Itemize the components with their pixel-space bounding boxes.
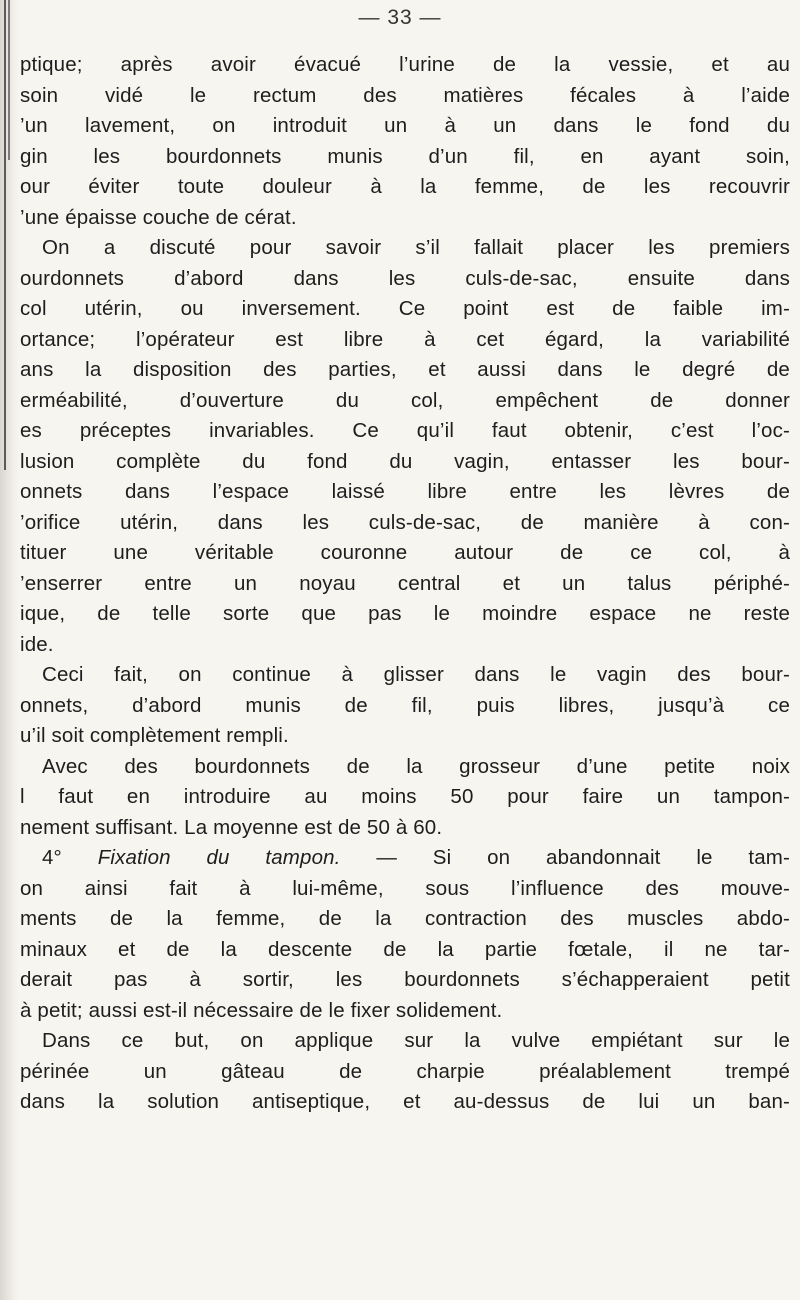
text-line: nement suffisant. La moyenne est de 50 à 60. <box>20 815 443 839</box>
text-line: ments de la femme, de la contraction des muscles abdo- <box>20 907 790 930</box>
text-line: soin vidé le rectum des matières fécales à l’aide <box>20 83 790 107</box>
section-heading-rest: — Si on abandonnait le tam- <box>340 846 790 869</box>
paragraph <box>20 660 790 752</box>
text-line: onnets, d’abord munis de fil, puis libres, jusqu’à ce <box>20 693 790 717</box>
text-line: minaux et de la descente de la partie fœtale, il ne tar- <box>20 937 790 961</box>
text-line: ptique; après avoir évacué l’urine de la vessie, et au <box>20 53 790 76</box>
paragraph <box>20 50 790 233</box>
paragraph <box>20 1026 790 1118</box>
text-line: ’un lavement, on introduit un à un dans le fond du <box>20 114 790 137</box>
section-number: 4° <box>42 846 62 869</box>
paragraph <box>20 752 790 844</box>
text-line: lusion complète du fond du vagin, entasser les bour- <box>20 449 790 473</box>
binding-edge <box>0 0 18 1300</box>
paragraph <box>20 233 790 660</box>
text-line: ’orifice utérin, dans les culs-de-sac, de manière à con- <box>20 510 790 534</box>
text-line: ’enserrer entre un noyau central et un talus périphé- <box>20 571 790 595</box>
text-line: on ainsi fait à lui-même, sous l’influence des mouve- <box>20 876 790 900</box>
text-line: à petit; aussi est-il nécessaire de le fixer solidement. <box>20 998 503 1022</box>
text-line: col utérin, ou inversement. Ce point est de faible im- <box>20 297 790 320</box>
text-line: gin les bourdonnets munis d’un fil, en ayant soin, <box>20 144 790 168</box>
text-line: tituer une véritable couronne autour de ce col, à <box>20 541 790 564</box>
section-fixation-du-tampon <box>20 843 790 1026</box>
text-line: périnée un gâteau de charpie préalablement trempé <box>20 1059 790 1083</box>
text-line: ’une épaisse couche de cérat. <box>20 205 297 229</box>
text-line: ique, de telle sorte que pas le moindre espace ne reste <box>20 602 790 625</box>
text-line: dans la solution antiseptique, et au-dessus de lui un ban- <box>20 1090 790 1113</box>
body-text <box>20 50 790 1118</box>
text-line: Avec des bourdonnets de la grosseur d’une petite noix <box>42 754 790 778</box>
text-line: erméabilité, d’ouverture du col, empêchent de donner <box>20 388 790 412</box>
text-line: ortance; l’opérateur est libre à cet égard, la variabilité <box>20 327 790 351</box>
text-line: ourdonnets d’abord dans les culs-de-sac, ensuite dans <box>20 266 790 290</box>
text-line: onnets dans l’espace laissé libre entre les lèvres de <box>20 480 790 503</box>
binding-rule <box>4 0 6 470</box>
section-title: Fixation du tampon. <box>97 846 341 869</box>
page-number: — 33 — <box>358 6 442 29</box>
section-heading-line <box>20 843 790 874</box>
text-line: Ceci fait, on continue à glisser dans le vagin des bour- <box>42 663 790 686</box>
text-line: derait pas à sortir, les bourdonnets s’échapperaient petit <box>20 968 790 991</box>
text-line: u’il soit complètement rempli. <box>20 724 289 747</box>
text-line: ide. <box>20 632 54 656</box>
text-line: ans la disposition des parties, et aussi dans le degré de <box>20 358 790 381</box>
text-line: es préceptes invariables. Ce qu’il faut obtenir, c’est l’oc- <box>20 419 790 442</box>
text-line: our éviter toute douleur à la femme, de les recouvrir <box>20 175 790 198</box>
text-line: On a discuté pour savoir s’il fallait placer les premiers <box>42 236 790 259</box>
text-line: Dans ce but, on applique sur la vulve empiétant sur le <box>42 1029 790 1052</box>
text-line: l faut en introduire au moins 50 pour faire un tampon- <box>20 785 790 808</box>
